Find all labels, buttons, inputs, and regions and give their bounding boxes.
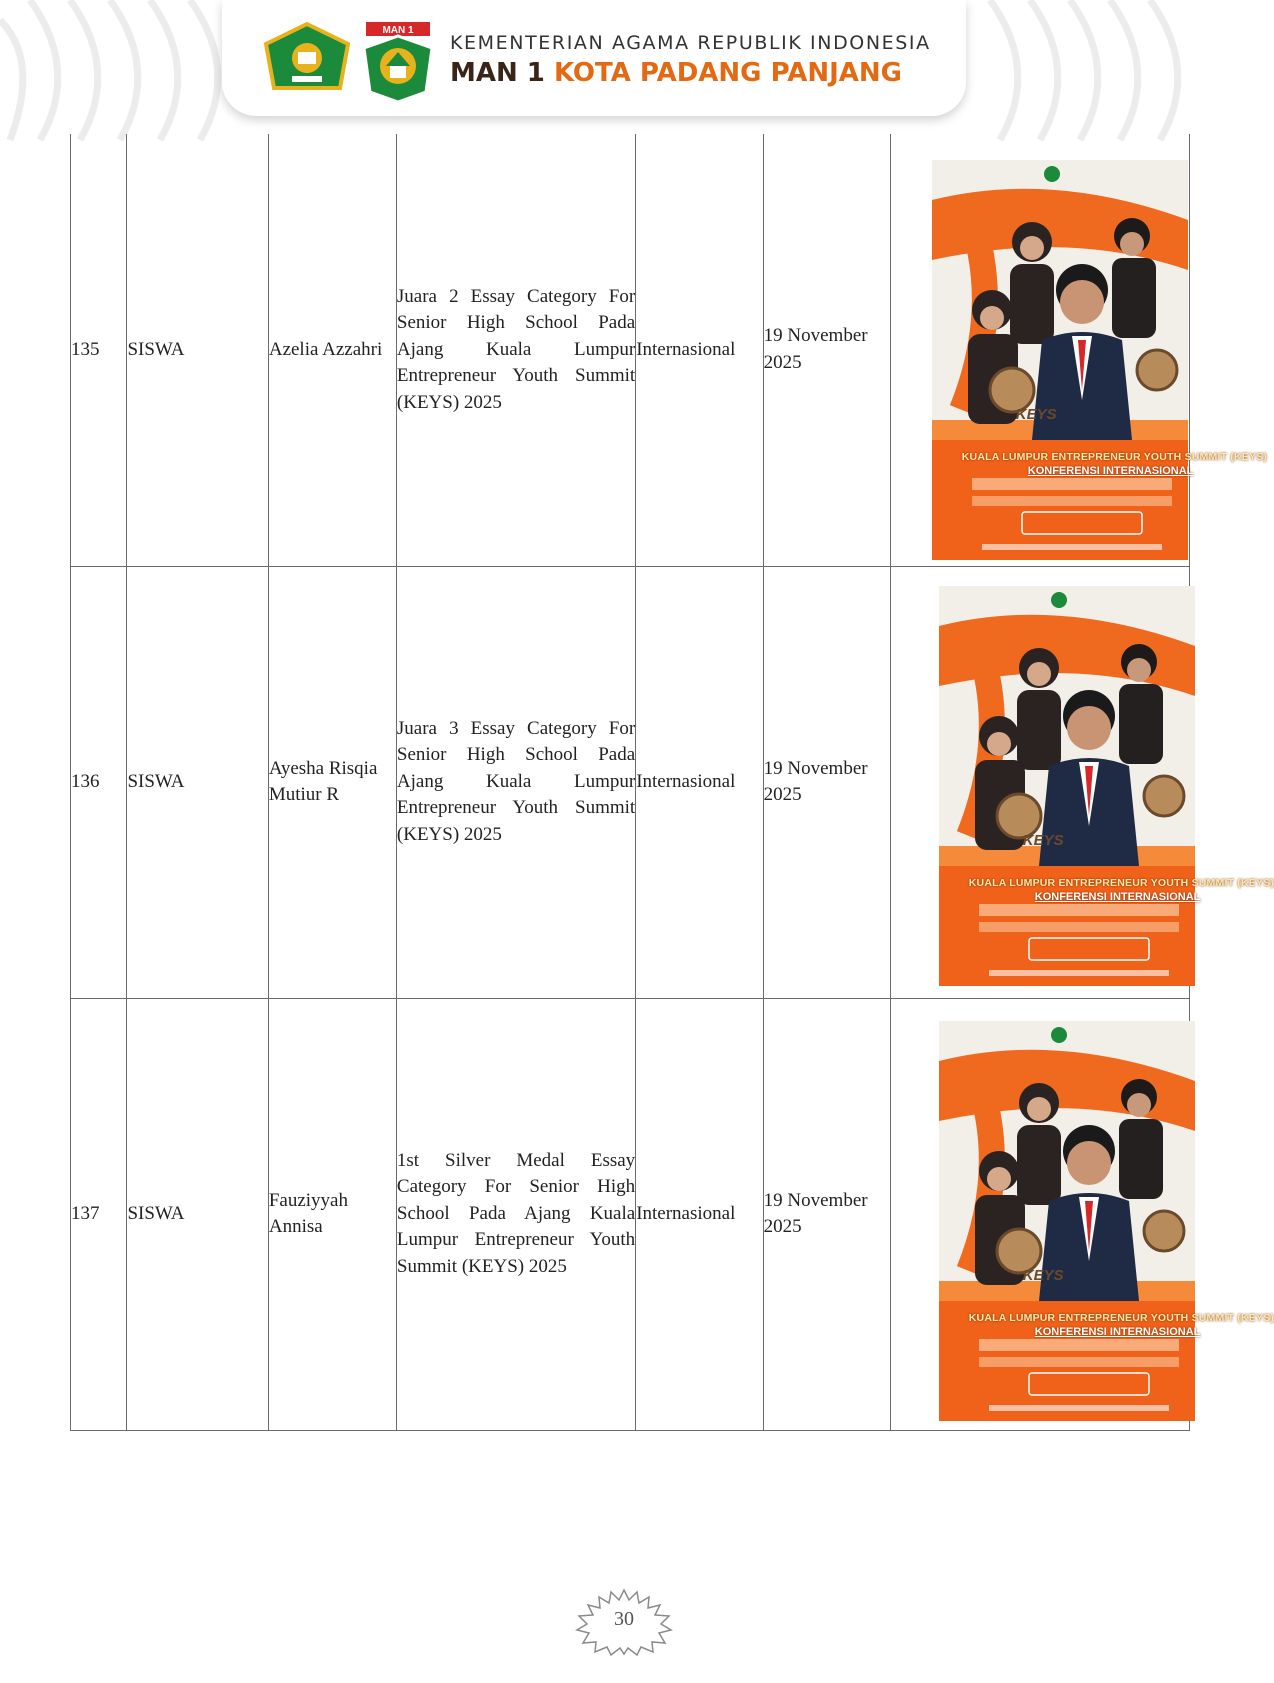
- achievement-description: Juara 3 Essay Category For Senior High School Pada Ajang Kuala Lumpur Entrepreneur Youth Summit (KEYS) 2025: [396, 566, 635, 998]
- participant-name: Azelia Azzahri: [268, 134, 396, 566]
- participant-name: Ayesha Risqia Mutiur R: [268, 566, 396, 998]
- achievement-date: 19 November 2025: [763, 566, 890, 998]
- award-poster-image: [932, 160, 1268, 560]
- competition-level: Internasional: [636, 998, 763, 1430]
- man1-logo-icon: [360, 20, 436, 104]
- participant-type: SISWA: [127, 566, 268, 998]
- documentation-cell: [890, 566, 1274, 998]
- keys-logo: KEYS: [1022, 831, 1064, 849]
- award-poster-image: [939, 1021, 1274, 1421]
- participant-type: SISWA: [127, 998, 268, 1430]
- award-poster-image: [939, 586, 1274, 986]
- achievement-description: 1st Silver Medal Essay Category For Senior High School Pada Ajang Kuala Lumpur Entrepreneur Youth Summit (KEYS) 2025: [396, 998, 635, 1430]
- row-number: 135: [71, 134, 127, 566]
- poster-subcaption: KONFERENSI INTERNASIONAL: [1027, 465, 1194, 477]
- participant-type: SISWA: [127, 134, 268, 566]
- table-row: [71, 566, 1190, 998]
- ministry-name: KEMENTERIAN AGAMA REPUBLIK INDONESIA: [450, 32, 931, 54]
- keys-logo: KEYS: [1015, 406, 1057, 423]
- page-number-text: 30: [614, 1608, 634, 1630]
- achievement-description: Juara 2 Essay Category For Senior High School Pada Ajang Kuala Lumpur Entrepreneur Youth Summit (KEYS) 2025: [396, 134, 635, 566]
- row-number: 137: [71, 998, 127, 1430]
- documentation-cell: [890, 998, 1274, 1430]
- page-number: [573, 1588, 675, 1656]
- kemenag-logo-icon: [262, 22, 352, 98]
- letterhead: [222, 0, 966, 116]
- keys-logo: KEYS: [1022, 1266, 1064, 1284]
- table-row: [71, 134, 1190, 566]
- competition-level: Internasional: [636, 134, 763, 566]
- poster-subcaption: KONFERENSI INTERNASIONAL: [1034, 1325, 1201, 1338]
- school-name: MAN 1 KOTA PADANG PANJANG: [450, 58, 903, 88]
- svg-text:MAN 1: MAN 1: [382, 25, 414, 36]
- table-row: [71, 998, 1190, 1430]
- poster-subcaption: KONFERENSI INTERNASIONAL: [1034, 890, 1201, 903]
- poster-caption: KUALA LUMPUR ENTREPRENEUR YOUTH SUMMIT (KEYS): [961, 451, 1268, 463]
- achievement-date: 19 November 2025: [763, 134, 890, 566]
- achievement-table: [70, 134, 1274, 1431]
- competition-level: Internasional: [636, 566, 763, 998]
- poster-caption: KUALA LUMPUR ENTREPRENEUR YOUTH SUMMIT (KEYS): [968, 1311, 1274, 1324]
- row-number: 136: [71, 566, 127, 998]
- achievement-date: 19 November 2025: [763, 998, 890, 1430]
- documentation-cell: [890, 134, 1268, 566]
- participant-name: Fauziyyah Annisa: [268, 998, 396, 1430]
- poster-caption: KUALA LUMPUR ENTREPRENEUR YOUTH SUMMIT (KEYS): [968, 876, 1274, 889]
